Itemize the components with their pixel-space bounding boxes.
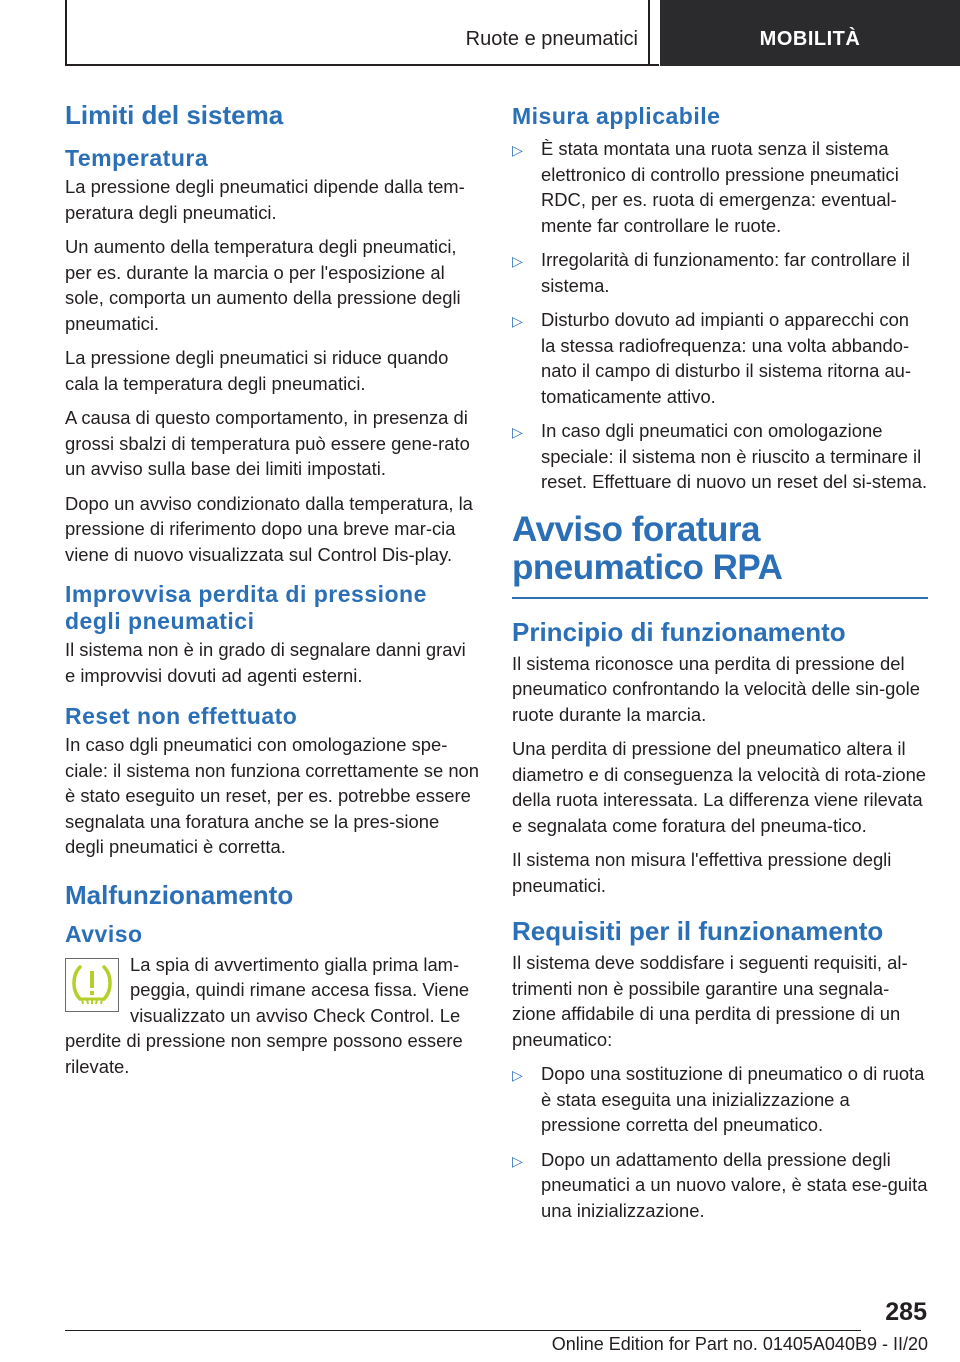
warning-block <box>65 952 481 1080</box>
triangle-right-icon: ▷ <box>512 424 523 440</box>
page-header <box>0 0 960 66</box>
paragraph: Una perdita di pressione del pneumatico altera il diametro e di conseguenza la velocità di rota-zione della ruota interessata. La differenza viene rilevata e segnalata come foratura del pneuma-tico. <box>512 738 927 836</box>
list-item: ▷ Dopo un adattamento della pressione degli pneumatici a un nuovo valore, è stata ese-guita una inizializzazione. <box>512 1148 928 1221</box>
paragraph: In caso dgli pneumatici con omologazione spe-ciale: il sistema non funziona correttamente se non è stato eseguito un reset, per es. potrebbe essere segnalata una foratura anche se la pres-sione degli pneumatici è corretta. <box>65 734 480 857</box>
heading-system-limits: Limiti del sistema <box>65 100 284 130</box>
heading-operating-principle: Principio di funzionamento <box>512 616 846 647</box>
heading-warning: Avviso <box>65 920 143 947</box>
header-left-rule <box>65 0 67 66</box>
heading-reset-not-performed: Reset non effettuato <box>65 703 298 729</box>
paragraph: A causa di questo comportamento, in presenza di grossi sbalzi di temperatura può essere gene-rato un avviso sulla base dei limiti impostati. <box>65 407 470 479</box>
list-item: ▷ Disturbo dovuto ad impianti o apparecchi con la stessa radiofrequenza: una volta abbando-nato il campo di disturbo il sistema ritorna au-tomaticamente attivo. <box>512 309 912 407</box>
heading-requirements: Requisiti per il funzionamento <box>512 916 884 946</box>
list-item: ▷ In caso dgli pneumatici con omologazione speciale: il sistema non è riuscito a terminare il reset. Effettuare di nuovo un reset del si-stema. <box>512 420 928 492</box>
list-item: ▷ Dopo una sostituzione di pneumatico o di ruota è stata eseguita una inizializzazione a pressione corretta del pneumatico. <box>512 1063 925 1135</box>
paragraph: Il sistema non misura l'effettiva pressione degli pneumatici. <box>512 849 892 896</box>
heading-applicable-measure: Misura applicabile <box>512 103 721 129</box>
heading-malfunction: Malfunzionamento <box>65 879 294 910</box>
paragraph: Il sistema non è in grado di segnalare danni gravi e improvvisi dovuti ad agenti esterni. <box>65 639 466 686</box>
paragraph: La pressione degli pneumatici dipende dalla tem-peratura degli pneumatici. <box>65 176 465 223</box>
heading-temperature: Temperatura <box>65 145 209 171</box>
paragraph: Il sistema riconosce una perdita di pressione del pneumatico confrontando la velocità delle sin-gole ruote durante la marcia. <box>512 652 920 725</box>
requirements-list <box>512 1061 928 1223</box>
triangle-right-icon: ▷ <box>512 313 523 329</box>
right-column <box>512 98 928 1232</box>
footer-rule <box>65 1330 861 1331</box>
section-rule <box>512 597 928 599</box>
triangle-right-icon: ▷ <box>512 142 523 158</box>
paragraph: Il sistema deve soddisfare i seguenti requisiti, al-trimenti non è possibile garantire una segnala-zione affidabile di una perdita di pressione di un pneumatico: <box>512 952 908 1050</box>
chapter-title: Ruote e pneumatici <box>465 28 638 50</box>
paragraph: Un aumento della temperatura degli pneumatici, per es. durante la marcia o per l'esposizione al sole, comporta un aumento della pressione degli pneumatici. <box>65 236 461 334</box>
header-bottom-rule <box>65 64 659 66</box>
measure-list <box>512 136 928 495</box>
heading-rpa: Avviso foratura pneumatico RPA <box>512 509 783 587</box>
triangle-right-icon: ▷ <box>512 1152 523 1169</box>
left-column <box>65 98 481 1088</box>
heading-sudden-pressure-loss: Improvvisa perdita di pressione degli pneumatici <box>65 581 427 634</box>
section-tab-label: MOBILITÀ <box>759 28 861 50</box>
paragraph: Dopo un avviso condizionato dalla temperatura, la pressione di riferimento dopo una breve mar-cia viene di nuovo visualizzata sul Control Dis-play. <box>65 492 473 565</box>
paragraph: La spia di avvertimento gialla prima lam-peggia, quindi rimane accesa fissa. Viene visualizzato un avviso Check Control. Le perdite di pressione non sempre possono essere rilevate. <box>65 953 470 1077</box>
triangle-right-icon: ▷ <box>512 253 523 269</box>
list-item: ▷ È stata montata una ruota senza il sistema elettronico di controllo pressione pneumatici RDC, per es. ruota di emergenza: eventual-mente far controllare le ruote. <box>512 138 899 236</box>
page-number: 285 <box>885 1298 927 1326</box>
section-tab[interactable] <box>660 0 960 66</box>
edition-footer: Online Edition for Part no. 01405A040B9 - II/20 <box>551 1334 928 1354</box>
tire-pressure-warning-icon <box>65 958 119 1012</box>
list-item: ▷ Irregolarità di funzionamento: far controllare il sistema. <box>512 249 911 296</box>
paragraph: La pressione degli pneumatici si riduce quando cala la temperatura degli pneumatici. <box>65 347 449 394</box>
header-divider-rule <box>648 0 650 66</box>
triangle-right-icon: ▷ <box>512 1067 523 1083</box>
